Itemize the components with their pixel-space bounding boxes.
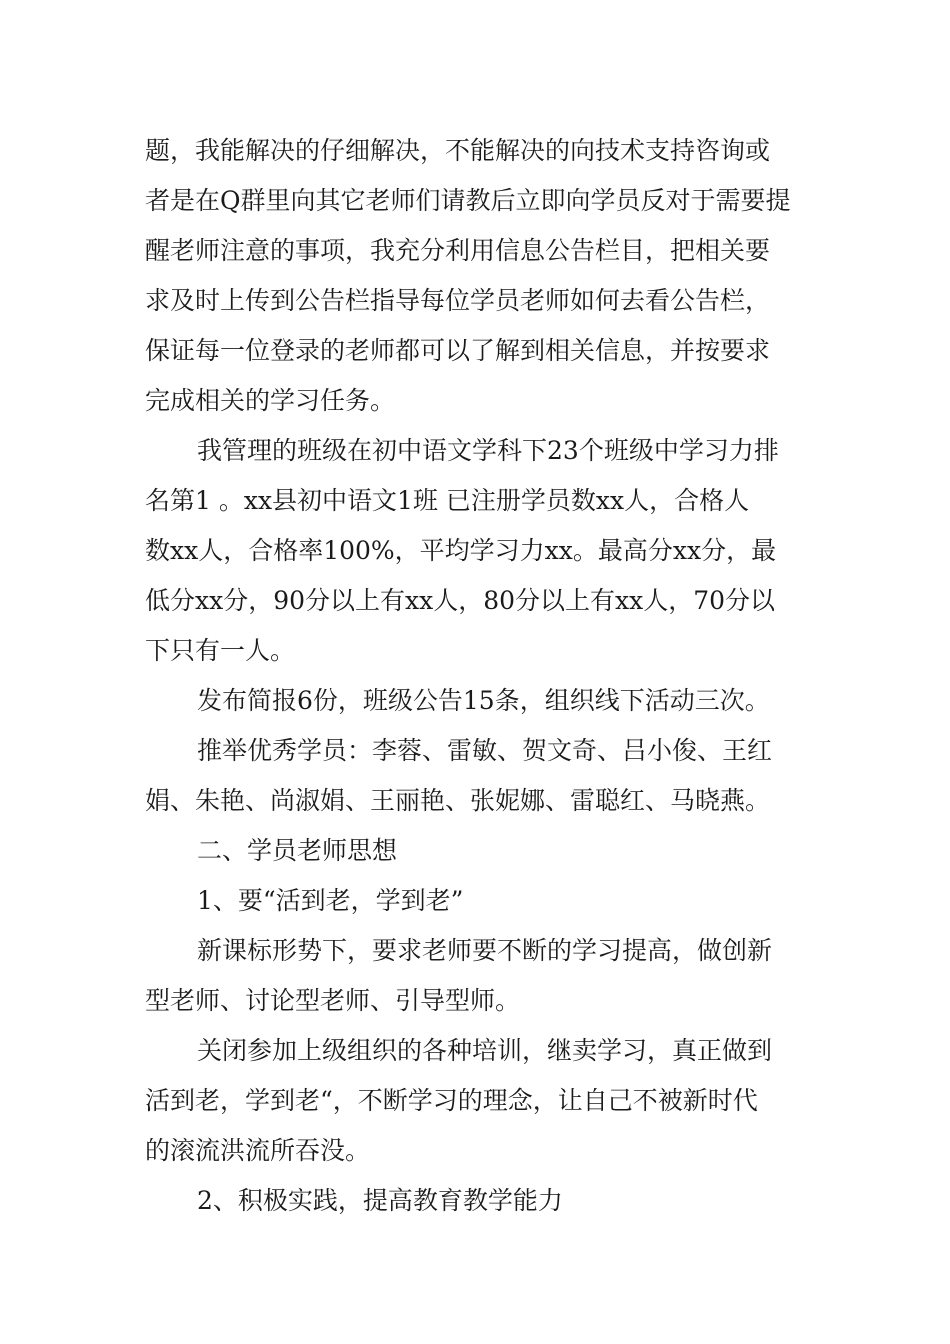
text-line: 低分xx分，90分以上有xx人，80分以上有xx人，70分以 <box>145 586 776 615</box>
section-heading: 二、学员老师思想 <box>197 836 398 865</box>
text-line: 数xx人，合格率100%，平均学习力xx。最高分xx分，最 <box>145 536 777 565</box>
text-line: 下只有一人。 <box>145 636 296 665</box>
text-line: 的滚流洪流所吞没。 <box>145 1136 371 1165</box>
text-line: 保证每一位登录的老师都可以了解到相关信息，并按要求 <box>145 336 771 365</box>
text-line: 求及时上传到公告栏指导每位学员老师如何去看公告栏， <box>145 286 771 315</box>
paragraph-first-line: 推举优秀学员：李蓉、雷敏、贺文奇、吕小俊、王红 <box>197 736 773 765</box>
paragraph-first-line: 发布简报6份，班级公告15条，组织线下活动三次。 <box>197 686 770 715</box>
paragraph-first-line: 新课标形势下，要求老师要不断的学习提高，做创新 <box>197 936 773 965</box>
text-line: 名第1 。xx县初中语文1班 已注册学员数xx人，合格人 <box>145 486 750 515</box>
text-line: 完成相关的学习任务。 <box>145 386 396 415</box>
subsection-heading: 1、要“活到老，学到老” <box>197 886 464 915</box>
text-line: 者是在Q群里向其它老师们请教后立即向学员反对于需要提 <box>145 186 791 215</box>
text-line: 醒老师注意的事项，我充分利用信息公告栏目，把相关要 <box>145 236 771 265</box>
text-line: 娟、朱艳、尚淑娟、王丽艳、张妮娜、雷聪红、马晓燕。 <box>145 786 771 815</box>
paragraph-first-line: 关闭参加上级组织的各种培训，继卖学习，真正做到 <box>197 1036 773 1065</box>
paragraph-first-line: 我管理的班级在初中语文学科下23个班级中学习力排 <box>197 436 779 465</box>
text-line: 题，我能解决的仔细解决，不能解决的向技术支持咨询或 <box>145 136 771 165</box>
text-line: 型老师、讨论型老师、引导型师。 <box>145 986 521 1015</box>
document-body <box>145 126 810 1226</box>
subsection-heading: 2、积极实践，提高教育教学能力 <box>197 1186 563 1215</box>
text-line: 活到老，学到老“，不断学习的理念，让自己不被新时代 <box>145 1086 758 1115</box>
